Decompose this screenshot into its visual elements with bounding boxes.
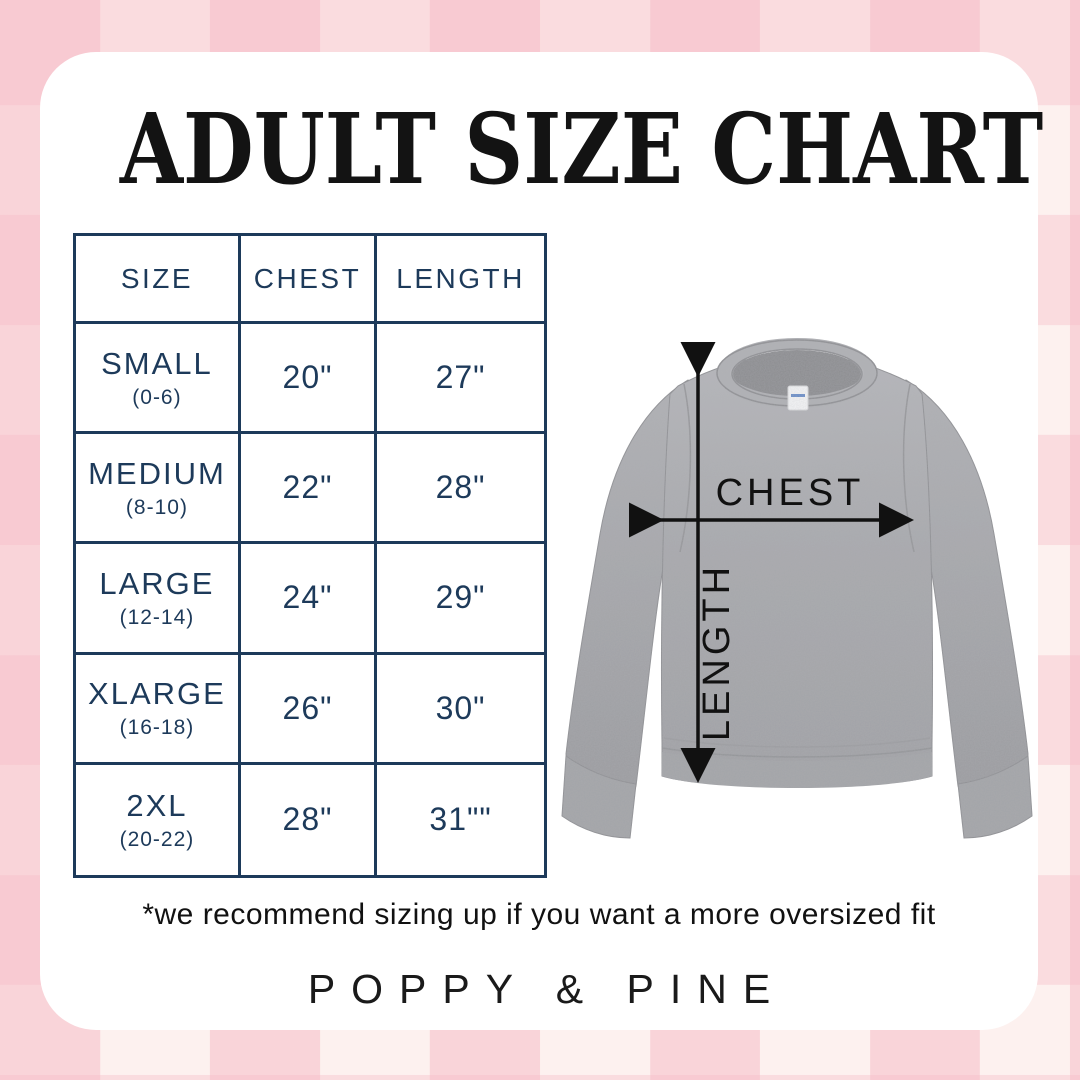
size-range: (20-22): [119, 827, 195, 851]
sweatshirt-garment: [562, 340, 1032, 838]
column-header-size: SIZE: [76, 236, 241, 324]
size-table: [73, 233, 547, 878]
neck-tag: [788, 386, 808, 410]
large-length-value: 29": [377, 544, 544, 654]
size-name: LARGE: [99, 565, 215, 601]
size-range: (16-18): [119, 716, 195, 740]
sizing-note: *we recommend sizing up if you want a more oversized fit: [142, 898, 936, 931]
2xl-length-value: 31"": [429, 801, 492, 838]
size-range: (0-6): [132, 385, 182, 409]
brand-name: POPPY & PINE: [307, 966, 787, 1012]
2xl-chest-value: 28": [241, 765, 377, 875]
table-row-xlarge-label: [76, 655, 241, 765]
sweatshirt-measurement-diagram: [558, 324, 1036, 844]
size-name: XLARGE: [88, 676, 226, 712]
size-name: MEDIUM: [88, 455, 226, 491]
table-row-2xl-label: [76, 765, 241, 875]
sweatshirt-figure: [558, 324, 1036, 844]
size-name: SMALL: [101, 345, 213, 381]
page-title: ADULT SIZE CHART: [119, 92, 1044, 206]
size-range: (8-10): [125, 495, 188, 519]
small-chest-value: 20": [241, 324, 377, 434]
size-range: (12-14): [119, 605, 195, 629]
xlarge-length-value: 30": [377, 655, 544, 765]
xlarge-chest-value: 26": [241, 655, 377, 765]
length-label: LENGTH: [696, 562, 738, 742]
column-header-chest: CHEST: [241, 236, 377, 324]
table-row-large-label: [76, 544, 241, 654]
table-row-small-label: [76, 324, 241, 434]
medium-length-value: 28": [377, 434, 544, 544]
medium-chest-value: 22": [241, 434, 377, 544]
chest-label: CHEST: [715, 472, 865, 514]
column-header-length: LENGTH: [377, 236, 544, 324]
table-row-medium-label: [76, 434, 241, 544]
size-chart-card: [40, 52, 1044, 1030]
large-chest-value: 24": [241, 544, 377, 654]
small-length-value: 27": [377, 324, 544, 434]
size-name: 2XL: [126, 787, 188, 823]
neck-tag-print: [791, 394, 805, 397]
